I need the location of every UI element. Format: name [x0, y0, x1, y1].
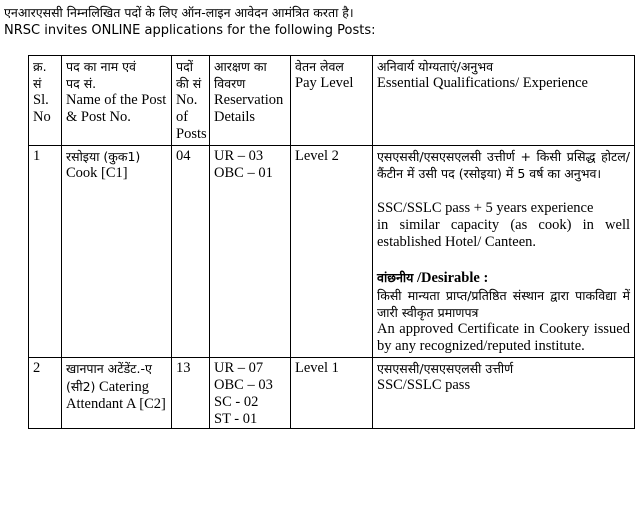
- row-post-name: खानपान अटेंडेंट.-ए (सी2) Catering Attendant A [C2]: [62, 358, 172, 429]
- header-pay-level: वेतन लेवल Pay Level: [291, 56, 373, 146]
- row-no-of-posts: 04: [172, 146, 210, 358]
- table-header-row: [29, 56, 635, 146]
- row-pay-level: Level 1: [291, 358, 373, 429]
- header-no-of-posts: पदों की सं No. of Posts: [172, 56, 210, 146]
- intro-english: NRSC invites ONLINE applications for the following Posts:: [4, 23, 376, 38]
- row-qualifications: [373, 146, 635, 358]
- table-row: [29, 358, 635, 429]
- row-no-of-posts: 13: [172, 358, 210, 429]
- essential-hindi: एसएससी/एसएसएलसी उत्तीर्ण + किसी प्रसिद्ध होटल/कैंटीन में उसी पद (रसोइया) में 5 वर्ष का अनुभव।: [377, 149, 630, 181]
- intro-hindi: एनआरएससी निम्नलिखित पदों के लिए ऑन-लाइन आवेदन आमंत्रित करता है।: [4, 5, 354, 20]
- row-post-name: रसोइया (कुक1) Cook [C1]: [62, 146, 172, 358]
- header-reservation: आरक्षण का विवरण Reservation Details: [210, 56, 291, 146]
- header-sl: क्र. सं Sl. No: [29, 56, 62, 146]
- header-qualifications: अनिवार्य योग्यताएं/अनुभव Essential Qualifications/ Experience: [373, 56, 635, 146]
- desirable-heading: वांछनीय /Desirable :: [377, 270, 489, 286]
- row-qualifications: एसएससी/एसएसएलसी उत्तीर्ण SSC/SSLC pass: [373, 358, 635, 429]
- desirable-english: An approved Certificate in Cookery issued by any recognized/reputed institute.: [377, 321, 630, 354]
- row-sl: 2: [29, 358, 62, 429]
- intro-text: [4, 4, 376, 40]
- row-reservation: UR – 07 OBC – 03 SC - 02 ST - 01: [210, 358, 291, 429]
- posts-table: [28, 55, 635, 429]
- essential-english: SSC/SSLC pass + 5 years experience in similar capacity (as cook) in well established Hotel/ Canteen.: [377, 200, 630, 250]
- row-reservation: UR – 03 OBC – 01: [210, 146, 291, 358]
- row-sl: 1: [29, 146, 62, 358]
- row-pay-level: Level 2: [291, 146, 373, 358]
- table-row: [29, 146, 635, 358]
- desirable-hindi: किसी मान्यता प्राप्त/प्रतिष्ठित संस्थान द्वारा पाकविद्या में जारी स्वीकृत प्रमाणपत्र: [377, 288, 630, 320]
- header-post-name: पद का नाम एवं पद सं. Name of the Post & Post No.: [62, 56, 172, 146]
